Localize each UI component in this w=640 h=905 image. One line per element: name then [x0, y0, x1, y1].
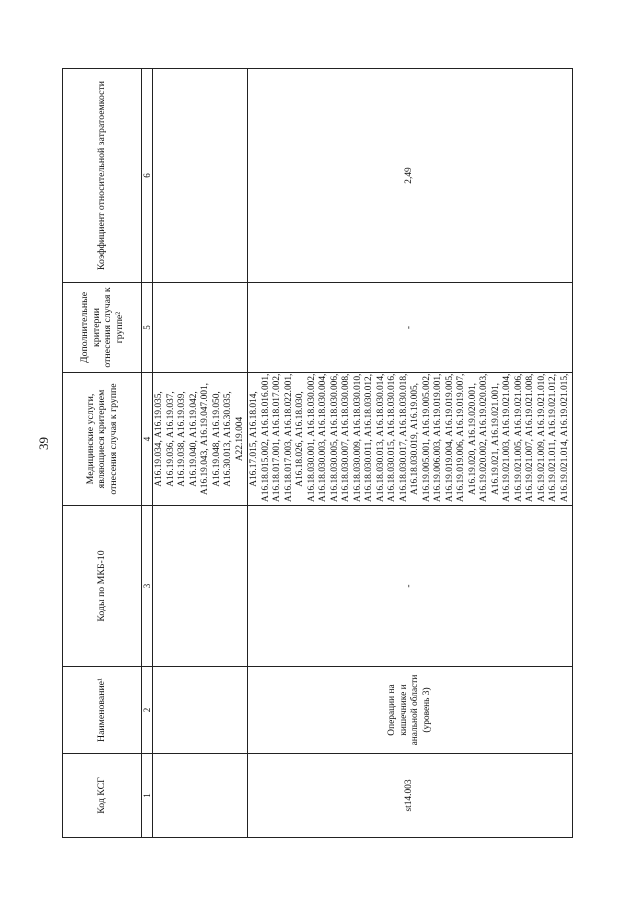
- service-code-line: А16.19.021, А16.19.021.001,: [490, 383, 501, 495]
- cell-mkb: [153, 506, 248, 667]
- service-code-line: А16.19.020, А16.19.020.001,: [467, 383, 478, 495]
- column-number: 1: [142, 754, 153, 838]
- column-number-row: [142, 69, 153, 838]
- header-ksg-code: Код КСГ: [63, 754, 142, 838]
- header-name: Наименование¹: [63, 667, 142, 754]
- column-number: 2: [142, 667, 153, 754]
- service-code-line: А16.19.034, А16.19.035,: [154, 391, 164, 487]
- ksg-table: [62, 68, 573, 838]
- service-code-line: А16.19.036, А16.19.037,: [165, 391, 176, 487]
- service-code-line: А16.19.021.009, А16.19.021.010,: [536, 373, 547, 502]
- cell-mkb: -: [248, 506, 573, 667]
- header-medical-services: Медицинские услуги, являющиеся критерием отнесения случая к группе: [63, 373, 142, 506]
- header-extra-criteria: Дополнительные критерии отнесения случая к группе²: [63, 283, 142, 373]
- cell-name: [153, 667, 248, 754]
- cell-extra-criteria: [153, 283, 248, 373]
- service-code-line: А16.19.019.004, А16.19.019.005,: [444, 373, 455, 502]
- ksg-table-sheet: [62, 70, 570, 838]
- table-header-row: [63, 69, 142, 838]
- service-code-line: А16.30.013, А16.30.035,: [223, 391, 233, 487]
- service-code-line: А16.18.030.019, А16.19.005,: [410, 383, 420, 495]
- service-code-line: А22.19.004: [234, 416, 245, 462]
- service-code-line: А16.18.015.002, А16.18.016.001,: [260, 373, 271, 502]
- table-row: [248, 69, 573, 838]
- cell-coefficient: [153, 69, 248, 283]
- cell-ksg-code: [153, 754, 248, 838]
- service-code-line: А16.19.021.011, А16.19.021.012,: [548, 373, 558, 502]
- service-code-line: А16.18.030.015, А16.18.030.016,: [387, 373, 397, 502]
- service-code-line: А16.18.030.007, А16.18.030.008,: [341, 373, 351, 502]
- service-code-line: А16.18.030.001, А16.18.030.002,: [306, 373, 317, 502]
- service-code-line: А16.19.043, А16.19.047.001,: [200, 383, 210, 495]
- service-code-line: А16.19.021.003, А16.19.021.004,: [502, 373, 512, 502]
- header-coefficient: Коэффициент относительной затратоемкости: [63, 69, 142, 283]
- service-code-line: А16.19.005.001, А16.19.005.002,: [421, 373, 432, 502]
- service-code-line: А16.19.021.005, А16.19.021.006,: [513, 373, 524, 502]
- cell-services: [153, 373, 248, 506]
- header-mkb-codes: Коды по МКБ-10: [63, 506, 142, 667]
- service-code-line: А16.18.017.001, А16.18.017.002,: [272, 373, 282, 502]
- service-code-line: А16.18.030.017, А16.18.030.018,: [398, 373, 409, 502]
- cell-services: [248, 373, 573, 506]
- service-code-line: А16.18.030.005, А16.18.030.006,: [329, 373, 340, 502]
- service-code-line: А16.19.021.014, А16.19.021.015,: [559, 373, 570, 502]
- column-number: 4: [142, 373, 153, 506]
- cell-coefficient: 2,49: [248, 69, 573, 283]
- service-code-line: А16.19.021.007, А16.19.021.008,: [525, 373, 535, 502]
- service-code-line: А16.18.030.011, А16.18.030.012,: [364, 373, 374, 502]
- service-code-line: А16.19.040, А16.19.042,: [188, 391, 199, 487]
- service-code-line: А16.18.030.013, А16.18.030.014,: [375, 373, 386, 502]
- service-code-line: А16.19.048, А16.19.050,: [211, 391, 222, 487]
- cell-ksg-code: st14.003: [248, 754, 573, 838]
- column-number: 6: [142, 69, 153, 283]
- service-code-line: А16.18.017.003, А16.18.022.001,: [283, 373, 294, 502]
- service-code-line: А16.18.030.003, А16.18.030.004,: [318, 373, 328, 502]
- service-code-line: А16.19.019.006, А16.19.019.007,: [456, 373, 466, 502]
- service-code-line: А16.19.006.003, А16.19.019.001,: [433, 373, 443, 502]
- service-code-line: А16.18.026, А16.18.030,: [295, 391, 305, 487]
- cell-extra-criteria: -: [248, 283, 573, 373]
- cell-name: Операции на кишечнике и анальной области (уровень 3): [248, 667, 573, 754]
- table-row: [153, 69, 248, 838]
- column-number: 3: [142, 506, 153, 667]
- service-code-line: А16.18.030.009, А16.18.030.010,: [352, 373, 363, 502]
- service-code-line: А16.17.015, А16.18.014,: [249, 391, 259, 487]
- service-code-line: А16.19.038, А16.19.039,: [177, 391, 187, 487]
- service-code-line: А16.19.020.002, А16.19.020.003,: [479, 373, 489, 502]
- column-number: 5: [142, 283, 153, 373]
- page-number: 39: [36, 437, 51, 450]
